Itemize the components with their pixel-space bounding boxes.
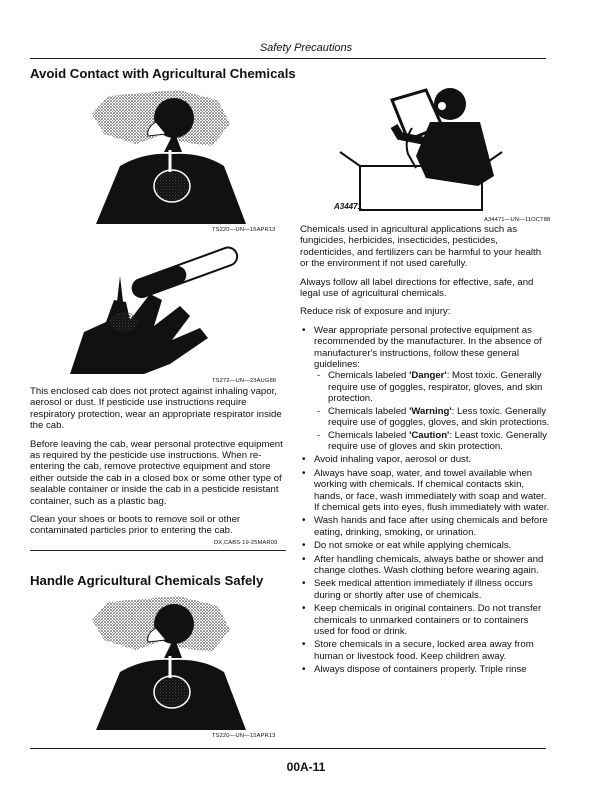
label-guideline-list (314, 370, 550, 452)
page-header-title: Safety Precautions (259, 42, 353, 54)
inhalation-hazard-illustration-2 (86, 594, 252, 732)
section-title-avoid-contact: Avoid Contact with Agricultural Chemicals (30, 66, 296, 81)
skin-contact-hazard-illustration (60, 240, 272, 376)
figure-caption-3: TS220—UN—15APR13 (212, 733, 276, 739)
section-divider (30, 550, 286, 551)
safety-bullet-list (300, 325, 550, 676)
list-item: • Seek medical attention immediately if illness occurs during or shortly after use of chemicals. (300, 578, 550, 601)
list-item: • Avoid inhaling vapor, aerosol or dust. (300, 454, 550, 465)
footer-rule (30, 748, 546, 749)
list-item: • Keep chemicals in original containers. Do not transfer chemicals to unmarked containers or to containers used for food or drink. (300, 603, 550, 637)
figure-caption-right: A34471—UN—11OCT88 (484, 217, 551, 223)
reference-code: DX,CABS-19-25MAR09 (214, 540, 278, 546)
image-label: A34471 (334, 202, 363, 211)
figure-caption-1: TS220—UN—15APR13 (212, 227, 276, 233)
protective-equipment-illustration (330, 82, 530, 216)
list-item: - Chemicals labeled 'Danger': Most toxic. Generally require use of goggles, respirator, gloves, and skin protection. (314, 370, 550, 404)
list-item: • Always dispose of containers properly. Triple rinse (300, 664, 550, 675)
list-item: • Always have soap, water, and towel available when working with chemicals. If chemical contacts skin, hands, or face, wash immediately with soap and water. If chemical gets into eyes, flush immediately with water. (300, 468, 550, 514)
list-item: - Chemicals labeled 'Warning': Less toxic. Generally require use of goggles, gloves, and skin protections. (314, 406, 550, 429)
section-title-handle-safely: Handle Agricultural Chemicals Safely (30, 573, 264, 588)
list-item: • Wear appropriate personal protective equipment as recommended by the manufacturer. In the absence of manufacturer's instructions, follow these general guidelines: - Chemicals labeled 'Danger': Most toxic. Generally require use of goggles, respirator, gloves, and skin protection. - Chemicals labeled 'Warning': Less toxic. Generally require use of goggles, gloves, and skin protections. - Chemicals labeled 'Caution': Least toxic. Generally require use of gloves and skin protection. (300, 325, 550, 452)
paragraph-follow-directions: Always follow all label directions for effective, safe, and legal use of agricultural chemicals. (300, 276, 534, 300)
paragraph-reduce-risk: Reduce risk of exposure and injury: (300, 306, 451, 318)
header-rule (30, 58, 546, 59)
figure-caption-2: TS272—UN—23AUG88 (212, 378, 277, 384)
page-number: 00A-11 (286, 760, 326, 774)
list-item: • Store chemicals in a secure, locked area away from human or livestock food. Keep children away. (300, 639, 550, 662)
paragraph-leaving-cab: Before leaving the cab, wear personal protective equipment as required by the pesticide use instructions. When re-entering the cab, remove protective equipment and store either outside the cab in a closed box or some other type of sealable container or inside the cab in a pesticide resistant container, such as a plastic bag. (30, 438, 283, 507)
paragraph-chemicals-harmful: Chemicals used in agricultural applications such as fungicides, herbicides, insecticides, pesticides, rodenticides, and fertilizers can be harmful to your health or the environment if not used carefully. (300, 224, 542, 270)
paragraph-cab-protection: This enclosed cab does not protect against inhaling vapor, aerosol or dust. If pesticide use instructions require respiratory protection, wear an appropriate respirator inside the cab. (30, 386, 282, 432)
inhalation-hazard-illustration (86, 88, 252, 226)
list-item: - Chemicals labeled 'Caution': Least toxic. Generally require use of gloves and skin protection. (314, 430, 550, 453)
list-item: • After handling chemicals, always bathe or shower and change clothes. Wash clothing before wearing again. (300, 554, 550, 577)
left-body-text (30, 386, 286, 544)
paragraph-clean-shoes: Clean your shoes or boots to remove soil or other contaminated particles prior to entering the cab. (30, 514, 241, 537)
list-item: • Do not smoke or eat while applying chemicals. (300, 540, 550, 551)
right-body-text (300, 224, 550, 678)
list-item: • Wash hands and face after using chemicals and before eating, drinking, smoking, or urination. (300, 515, 550, 538)
